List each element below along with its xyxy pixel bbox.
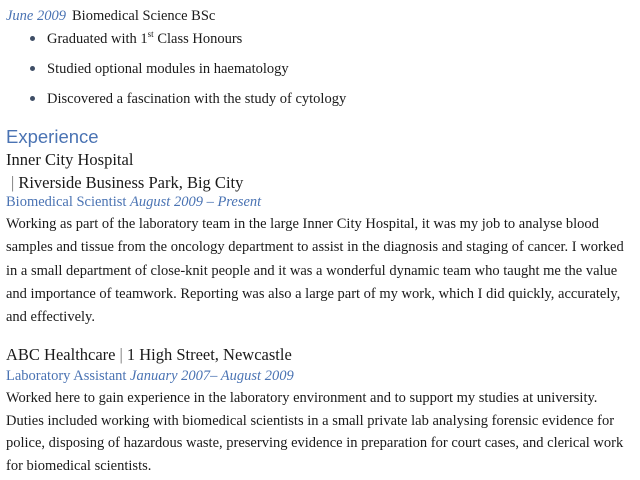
address-separator: | xyxy=(11,173,15,192)
education-date: June 2009 xyxy=(6,8,66,24)
job-address-line xyxy=(11,173,243,193)
experience-heading: Experience xyxy=(6,126,99,147)
education-bullets xyxy=(30,29,346,119)
job-role: Biomedical Scientist xyxy=(6,194,127,210)
bullet-text: Graduated with 1st Class Honours xyxy=(47,29,243,47)
job-description: Working as part of the laboratory team in the large Inner City Hospital, it was my job to analyse blood samples and tissue from the oncology department to assist in the diagnosis and staging of cancer. I worked in a small department of close-knit people and it was a wonderful dynamic team who taught me the value and importance of teamwork. Reporting was also a large part of my work, which I did quickly, accurately, and effectively. xyxy=(6,216,624,326)
job-description: Worked here to gain experience in the laboratory environment and to support my studies at university. Duties included working with biomedical scientists in a small private lab analysing forensic evidence for police, disposing of hazardous waste, preserving evidence in preparation for court cases, and clerical work for biomedical scientists. xyxy=(6,390,624,475)
job-dates: August 2009 – Present xyxy=(130,194,262,210)
list-item xyxy=(30,89,346,119)
job-organization: ABC Healthcare xyxy=(6,345,116,364)
job-address: Riverside Business Park, Big City xyxy=(18,173,244,192)
job-organization: Inner City Hospital xyxy=(6,150,134,169)
bullet-text: Discovered a fascination with the study of cytology xyxy=(47,91,347,107)
job-role-line xyxy=(6,193,261,211)
job-address: 1 High Street, Newcastle xyxy=(126,345,292,364)
bullet-icon xyxy=(30,96,35,101)
list-item xyxy=(30,29,346,59)
address-separator: | xyxy=(119,345,123,364)
job-role-line xyxy=(6,367,294,385)
bullet-text: Studied optional modules in haematology xyxy=(47,61,289,77)
job-role: Laboratory Assistant xyxy=(6,368,127,384)
bullet-icon xyxy=(30,66,35,71)
bullet-icon xyxy=(30,36,35,41)
education-degree: Biomedical Science BSc xyxy=(72,8,216,24)
list-item xyxy=(30,59,346,89)
job-dates: January 2007– August 2009 xyxy=(130,368,294,384)
job-organization-line xyxy=(6,345,292,365)
education-entry xyxy=(6,7,215,25)
